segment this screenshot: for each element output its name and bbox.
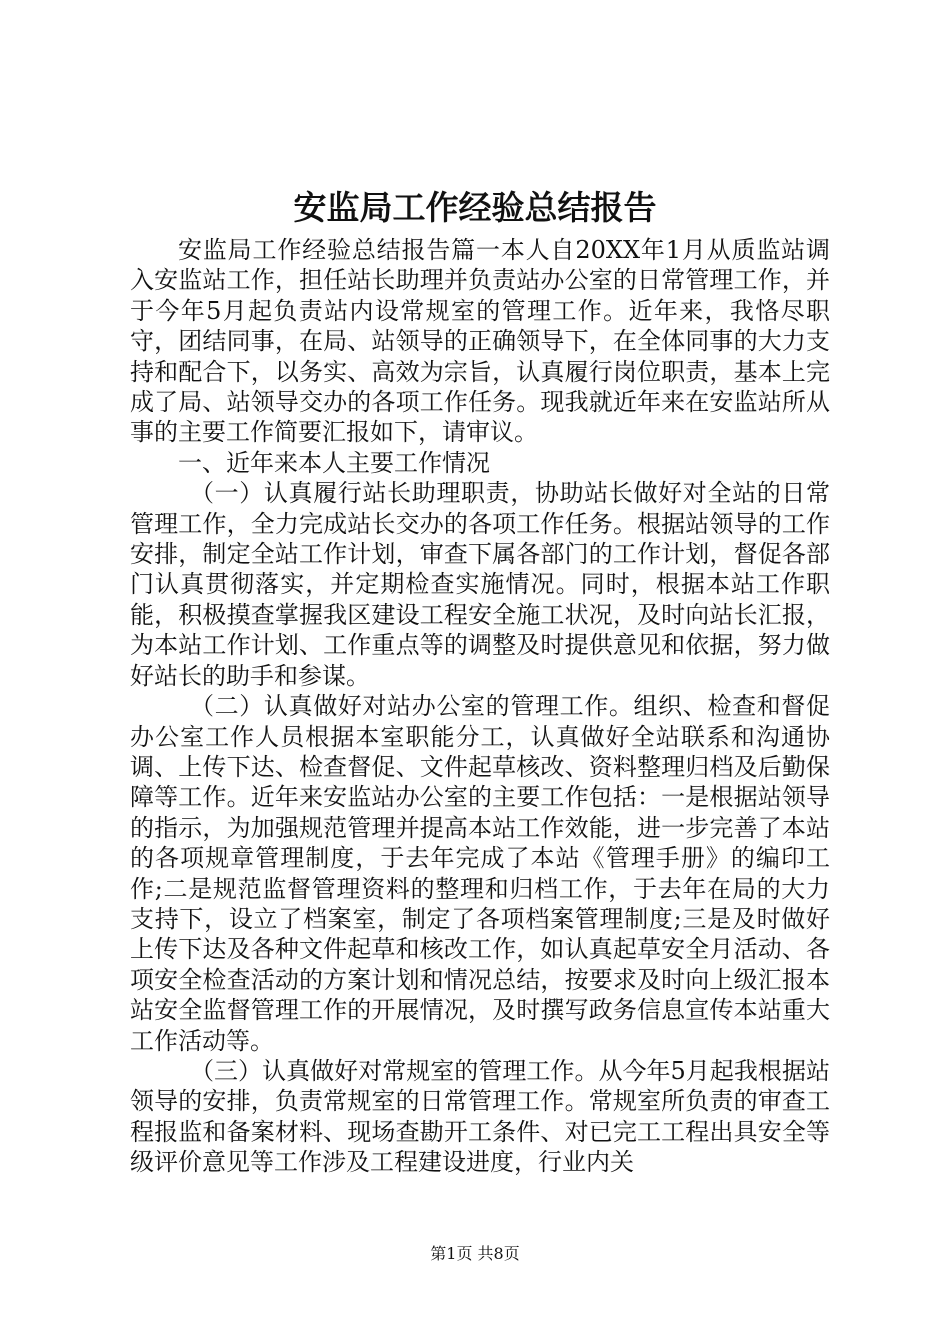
page-footer: 第1页 共8页 xyxy=(430,1244,520,1263)
paragraph-item-3: （三）认真做好对常规室的管理工作。从今年5月起我根据站领导的安排，负责常规室的日常管理工作。常规室所负责的审查工程报监和备案材料、现场查勘开工条件、对已完工工程出具安全等级评价意见等工作涉及工程建设进度，行业内关 xyxy=(130,1056,830,1177)
paragraph-item-2: （二）认真做好对站办公室的管理工作。组织、检查和督促办公室工作人员根据本室职能分工，认真做好全站联系和沟通协调、上传下达、检查督促、文件起草核改、资料整理归档及后勤保障等工作。近年来安监站办公室的主要工作包括：一是根据站领导的指示，为加强规范管理并提高本站工作效能，进一步完善了本站的各项规章管理制度，于去年完成了本站《管理手册》的编印工作;二是规范监督管理资料的整理和归档工作，于去年在局的大力支持下，设立了档案室，制定了各项档案管理制度;三是及时做好上传下达及各种文件起草和核改工作，如认真起草安全月活动、各项安全检查活动的方案计划和情况总结，按要求及时向上级汇报本站安全监督管理工作的开展情况，及时撰写政务信息宣传本站重大工作活动等。 xyxy=(130,692,830,1055)
document-title: 安监局工作经验总结报告 xyxy=(293,188,657,227)
paragraph-item-1: （一）认真履行站长助理职责，协助站长做好对全站的日常管理工作，全力完成站长交办的各项工作任务。根据站领导的工作安排，制定全站工作计划，审查下属各部门的工作计划，督促各部门认真贯彻落实，并定期检查实施情况。同时，根据本站工作职能，积极摸查掌握我区建设工程安全施工状况，及时向站长汇报，为本站工作计划、工作重点等的调整及时提供意见和依据，努力做好站长的助手和参谋。 xyxy=(130,479,830,690)
document-body xyxy=(130,235,830,1178)
section-heading: 一、近年来本人主要工作情况 xyxy=(178,448,490,477)
paragraph-intro: 安监局工作经验总结报告篇一本人自20XX年1月从质监站调入安监站工作，担任站长助理并负责站办公室的日常管理工作，并于今年5月起负责站内设常规室的管理工作。近年来，我恪尽职守，团结同事，在局、站领导的正确领导下，在全体同事的大力支持和配合下，以务实、高效为宗旨，认真履行岗位职责，基本上完成了局、站领导交办的各项工作任务。现我就近年来在安监站所从事的主要工作简要汇报如下，请审议。 xyxy=(130,236,830,447)
